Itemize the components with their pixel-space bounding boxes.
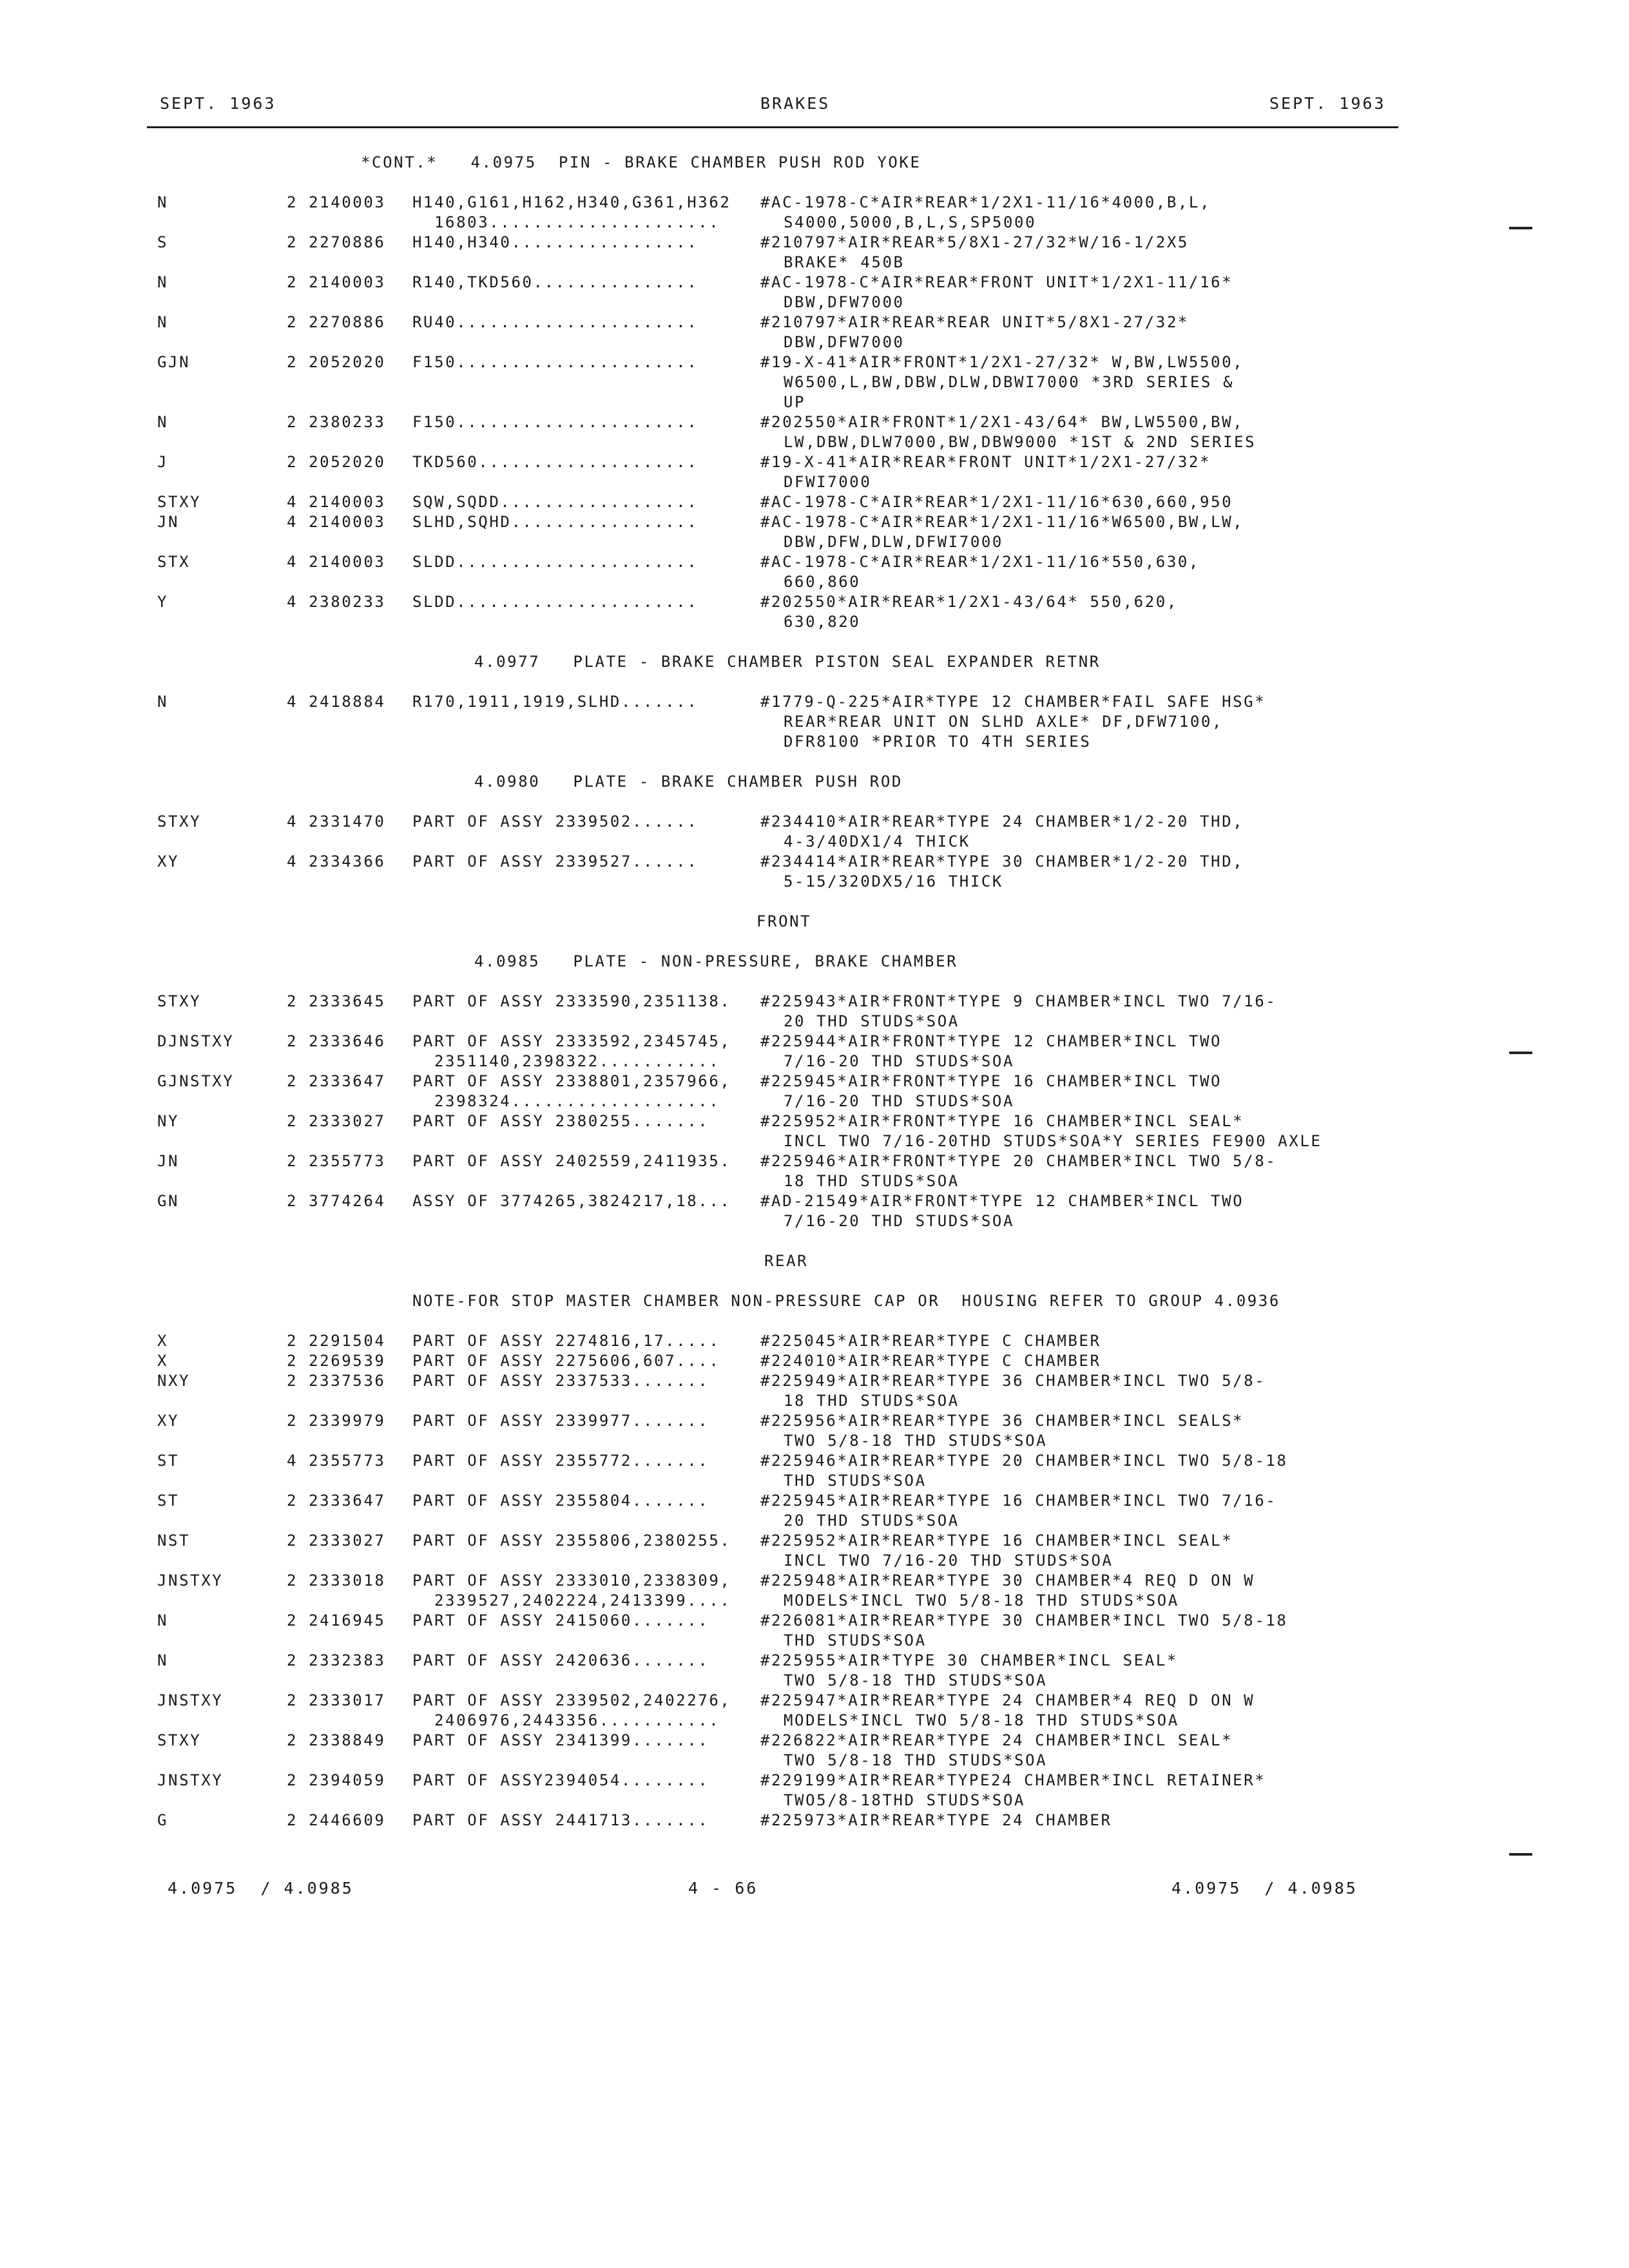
spacer [0, 972, 1629, 992]
table-row [0, 1152, 1629, 1172]
spacer [0, 673, 1629, 693]
description: INCL TWO 7/16-20THD STUDS*SOA*Y SERIES FE900 AXLE [784, 1132, 1322, 1150]
table-row [0, 1032, 1629, 1052]
qty-part-number: 4 2140003 [287, 513, 386, 531]
usage: PART OF ASSY 2341399....... [412, 1731, 709, 1749]
qty-part-number: 2 2333017 [287, 1691, 386, 1709]
description: #AD-21549*AIR*FRONT*TYPE 12 CHAMBER*INCL TWO [760, 1192, 1244, 1210]
description: #226081*AIR*REAR*TYPE 30 CHAMBER*INCL TWO 5/8-18 [760, 1611, 1288, 1629]
table-row [0, 1132, 1629, 1152]
qty-part-number: 2 2355773 [287, 1152, 386, 1170]
usage: PART OF ASSY 2402559,2411935. [412, 1152, 731, 1170]
table-row [0, 1052, 1629, 1072]
table-row [0, 1172, 1629, 1192]
model-code: JNSTXY [157, 1571, 224, 1590]
spacer [0, 633, 1629, 653]
qty-part-number: 2 2446609 [287, 1811, 386, 1829]
usage: PART OF ASSY 2420636....... [412, 1651, 709, 1669]
model-code: STXY [157, 1731, 202, 1749]
table-row [0, 1412, 1629, 1432]
description: DBW,DFW7000 [784, 293, 905, 311]
model-code: STXY [157, 812, 202, 831]
usage: SLDD...................... [412, 593, 699, 611]
model-code: STXY [157, 992, 202, 1010]
model-code: GN [157, 1192, 180, 1210]
description: #19-X-41*AIR*REAR*FRONT UNIT*1/2X1-27/32* [760, 453, 1211, 471]
section-heading [0, 1292, 1629, 1312]
spacer [0, 1272, 1629, 1292]
table-row [0, 453, 1629, 473]
description: #1779-Q-225*AIR*TYPE 12 CHAMBER*FAIL SAFE HSG* [760, 693, 1266, 711]
description: DFWI7000 [784, 473, 872, 491]
qty-part-number: 2 2416945 [287, 1611, 386, 1629]
model-code: JNSTXY [157, 1771, 224, 1789]
parts-list [0, 153, 1629, 1831]
model-code: NY [157, 1112, 180, 1130]
table-row [0, 1192, 1629, 1212]
description: THD STUDS*SOA [784, 1631, 927, 1649]
qty-part-number: 2 2140003 [287, 273, 386, 291]
qty-part-number: 2 2333646 [287, 1032, 386, 1050]
usage: 16803..................... [434, 213, 720, 231]
usage: RU40...................... [412, 313, 699, 331]
qty-part-number: 2 2339979 [287, 1412, 386, 1430]
description: W6500,L,BW,DBW,DLW,DBWI7000 *3RD SERIES & [784, 373, 1235, 391]
usage: F150...................... [412, 413, 699, 431]
model-code: STX [157, 553, 191, 571]
description: REAR*REAR UNIT ON SLHD AXLE* DF,DFW7100, [784, 713, 1223, 731]
description: #229199*AIR*REAR*TYPE24 CHAMBER*INCL RETAINER* [760, 1771, 1266, 1789]
footer-range-right: 4.0975 / 4.0985 [1171, 1879, 1358, 1898]
table-row [0, 1552, 1629, 1571]
model-code: XY [157, 1412, 180, 1430]
description: #225956*AIR*REAR*TYPE 36 CHAMBER*INCL SEALS* [760, 1412, 1244, 1430]
model-code: N [157, 693, 169, 711]
description: MODELS*INCL TWO 5/8-18 THD STUDS*SOA [784, 1711, 1179, 1729]
qty-part-number: 2 2270886 [287, 313, 386, 331]
usage: PART OF ASSY 2441713....... [412, 1811, 709, 1829]
usage: PART OF ASSY 2275606,607.... [412, 1352, 720, 1370]
usage: H140,G161,H162,H340,G361,H362 [412, 193, 731, 211]
description: TWO5/8-18THD STUDS*SOA [784, 1791, 1026, 1809]
table-row [0, 1671, 1629, 1691]
description: LW,DBW,DLW7000,BW,DBW9000 *1ST & 2ND SERIES [784, 433, 1257, 451]
description: 20 THD STUDS*SOA [784, 1512, 959, 1530]
usage: PART OF ASSY 2333592,2345745, [412, 1032, 731, 1050]
usage: H140,H340................. [412, 233, 699, 251]
description: #234414*AIR*REAR*TYPE 30 CHAMBER*1/2-20 THD, [760, 852, 1244, 870]
model-code: XY [157, 852, 180, 870]
description: 18 THD STUDS*SOA [784, 1172, 959, 1190]
description: #234410*AIR*REAR*TYPE 24 CHAMBER*1/2-20 THD, [760, 812, 1244, 831]
table-row [0, 1791, 1629, 1811]
description: 5-15/320DX5/16 THICK [784, 872, 1003, 890]
usage: SQW,SQDD.................. [412, 493, 699, 511]
description: #225952*AIR*FRONT*TYPE 16 CHAMBER*INCL SEAL* [760, 1112, 1244, 1130]
description: #225955*AIR*TYPE 30 CHAMBER*INCL SEAL* [760, 1651, 1178, 1669]
model-code: JN [157, 513, 180, 531]
table-row [0, 293, 1629, 313]
section-heading [0, 773, 1629, 793]
description: #225946*AIR*FRONT*TYPE 20 CHAMBER*INCL TWO 5/8- [760, 1152, 1277, 1170]
qty-part-number: 2 2337536 [287, 1372, 386, 1390]
table-row [0, 1012, 1629, 1032]
qty-part-number: 2 2333645 [287, 992, 386, 1010]
qty-part-number: 2 2332383 [287, 1651, 386, 1669]
spacer [0, 892, 1629, 912]
table-row [0, 832, 1629, 852]
description: #AC-1978-C*AIR*REAR*FRONT UNIT*1/2X1-11/16* [760, 273, 1233, 291]
table-row [0, 1631, 1629, 1651]
qty-part-number: 4 2418884 [287, 693, 386, 711]
table-row [0, 1532, 1629, 1552]
description: #19-X-41*AIR*FRONT*1/2X1-27/32* W,BW,LW5500, [760, 353, 1244, 371]
table-row [0, 1472, 1629, 1492]
usage: F150...................... [412, 353, 699, 371]
footer-range-left: 4.0975 / 4.0985 [168, 1879, 354, 1898]
description: 7/16-20 THD STUDS*SOA [784, 1092, 1015, 1110]
spacer [0, 753, 1629, 773]
table-row [0, 433, 1629, 453]
table-row [0, 593, 1629, 613]
description: INCL TWO 7/16-20 THD STUDS*SOA [784, 1552, 1113, 1570]
table-row [0, 1372, 1629, 1392]
usage: TKD560.................... [412, 453, 699, 471]
description: #AC-1978-C*AIR*REAR*1/2X1-11/16*4000,B,L, [760, 193, 1211, 211]
usage: PART OF ASSY 2333010,2338309, [412, 1571, 731, 1590]
spacer [0, 173, 1629, 193]
usage: PART OF ASSY 2338801,2357966, [412, 1072, 731, 1090]
table-row [0, 733, 1629, 753]
table-row [0, 553, 1629, 573]
qty-part-number: 2 3774264 [287, 1192, 386, 1210]
section-heading [0, 912, 1629, 932]
table-row [0, 1731, 1629, 1751]
spacer [0, 932, 1629, 952]
description: TWO 5/8-18 THD STUDS*SOA [784, 1751, 1048, 1769]
model-code: DJNSTXY [157, 1032, 235, 1050]
table-row [0, 812, 1629, 832]
table-row [0, 273, 1629, 293]
description: 18 THD STUDS*SOA [784, 1392, 959, 1410]
description: THD STUDS*SOA [784, 1472, 927, 1490]
usage: PART OF ASSY 2339502,2402276, [412, 1691, 731, 1709]
margin-mark [1509, 1853, 1532, 1856]
usage: PART OF ASSY 2380255....... [412, 1112, 709, 1130]
qty-part-number: 2 2333027 [287, 1112, 386, 1130]
qty-part-number: 2 2333647 [287, 1072, 386, 1090]
description: #225945*AIR*REAR*TYPE 16 CHAMBER*INCL TWO 7/16- [760, 1492, 1277, 1510]
model-code: JN [157, 1152, 180, 1170]
description: #225945*AIR*FRONT*TYPE 16 CHAMBER*INCL TWO [760, 1072, 1222, 1090]
usage: SLDD...................... [412, 553, 699, 571]
table-row [0, 1691, 1629, 1711]
description: #210797*AIR*REAR*REAR UNIT*5/8X1-27/32* [760, 313, 1189, 331]
description: #210797*AIR*REAR*5/8X1-27/32*W/16-1/2X5 [760, 233, 1189, 251]
table-row [0, 473, 1629, 493]
table-row [0, 1512, 1629, 1532]
model-code: NXY [157, 1372, 191, 1390]
qty-part-number: 2 2052020 [287, 353, 386, 371]
description: 20 THD STUDS*SOA [784, 1012, 959, 1030]
description: BRAKE* 450B [784, 253, 905, 271]
usage: PART OF ASSY 2339977....... [412, 1412, 709, 1430]
table-row [0, 233, 1629, 253]
description: DFR8100 *PRIOR TO 4TH SERIES [784, 733, 1092, 751]
usage: 2406976,2443356........... [434, 1711, 720, 1729]
table-row [0, 333, 1629, 353]
description: #225946*AIR*REAR*TYPE 20 CHAMBER*INCL TWO 5/8-18 [760, 1452, 1288, 1470]
qty-part-number: 2 2052020 [287, 453, 386, 471]
model-code: STXY [157, 493, 202, 511]
section-heading [0, 1252, 1629, 1272]
description: TWO 5/8-18 THD STUDS*SOA [784, 1671, 1048, 1689]
description: #225949*AIR*REAR*TYPE 36 CHAMBER*INCL TWO 5/8- [760, 1372, 1266, 1390]
description: #AC-1978-C*AIR*REAR*1/2X1-11/16*550,630, [760, 553, 1200, 571]
qty-part-number: 2 2394059 [287, 1771, 386, 1789]
usage: 2351140,2398322........... [434, 1052, 720, 1070]
qty-part-number: 2 2333027 [287, 1532, 386, 1550]
qty-part-number: 4 2331470 [287, 812, 386, 831]
model-code: N [157, 273, 169, 291]
usage: PART OF ASSY 2337533....... [412, 1372, 709, 1390]
description: #202550*AIR*FRONT*1/2X1-43/64* BW,LW5500,BW, [760, 413, 1244, 431]
description: S4000,5000,B,L,S,SP5000 [784, 213, 1037, 231]
table-row [0, 852, 1629, 872]
section-heading-text: 4.0980 PLATE - BRAKE CHAMBER PUSH ROD [474, 773, 903, 791]
table-row [0, 1751, 1629, 1771]
usage: R140,TKD560............... [412, 273, 699, 291]
table-row [0, 413, 1629, 433]
model-code: Y [157, 593, 169, 611]
table-row [0, 1212, 1629, 1232]
model-code: NST [157, 1532, 191, 1550]
table-row [0, 713, 1629, 733]
table-row [0, 1112, 1629, 1132]
section-heading-text: 4.0977 PLATE - BRAKE CHAMBER PISTON SEAL EXPANDER RETNR [474, 653, 1101, 671]
model-code: N [157, 193, 169, 211]
description: #225973*AIR*REAR*TYPE 24 CHAMBER [760, 1811, 1112, 1829]
margin-mark [1509, 1052, 1532, 1054]
section-heading [0, 952, 1629, 972]
table-row [0, 1392, 1629, 1412]
model-code: X [157, 1332, 169, 1350]
header-rule [147, 126, 1398, 128]
model-code: GJN [157, 353, 191, 371]
qty-part-number: 2 2140003 [287, 193, 386, 211]
description: DBW,DFW,DLW,DFWI7000 [784, 533, 1003, 551]
model-code: N [157, 1611, 169, 1629]
model-code: GJNSTXY [157, 1072, 235, 1090]
table-row [0, 1492, 1629, 1512]
section-heading-text: FRONT [757, 912, 812, 930]
usage: PART OF ASSY 2339527...... [412, 852, 699, 870]
table-row [0, 1092, 1629, 1112]
model-code: N [157, 413, 169, 431]
usage: SLHD,SQHD................. [412, 513, 699, 531]
margin-mark [1509, 227, 1532, 229]
model-code: S [157, 233, 169, 251]
description: 7/16-20 THD STUDS*SOA [784, 1052, 1015, 1070]
description: UP [784, 393, 806, 411]
table-row [0, 373, 1629, 393]
qty-part-number: 2 2291504 [287, 1332, 386, 1350]
table-row [0, 992, 1629, 1012]
usage: R170,1911,1919,SLHD....... [412, 693, 699, 711]
table-row [0, 1432, 1629, 1452]
description: #226822*AIR*REAR*TYPE 24 CHAMBER*INCL SEAL* [760, 1731, 1233, 1749]
table-row [0, 693, 1629, 713]
section-heading [0, 653, 1629, 673]
table-row [0, 1591, 1629, 1611]
table-row [0, 393, 1629, 413]
description: #AC-1978-C*AIR*REAR*1/2X1-11/16*630,660,950 [760, 493, 1233, 511]
description: #225943*AIR*FRONT*TYPE 9 CHAMBER*INCL TWO 7/16- [760, 992, 1277, 1010]
qty-part-number: 2 2333018 [287, 1571, 386, 1590]
description: DBW,DFW7000 [784, 333, 905, 351]
usage: PART OF ASSY 2274816,17..... [412, 1332, 720, 1350]
table-row [0, 1072, 1629, 1092]
description: #225952*AIR*REAR*TYPE 16 CHAMBER*INCL SEAL* [760, 1532, 1233, 1550]
description: MODELS*INCL TWO 5/8-18 THD STUDS*SOA [784, 1591, 1179, 1610]
section-heading-text: REAR [764, 1252, 809, 1270]
usage: PART OF ASSY 2355806,2380255. [412, 1532, 731, 1550]
description: #224010*AIR*REAR*TYPE C CHAMBER [760, 1352, 1101, 1370]
qty-part-number: 2 2380233 [287, 413, 386, 431]
section-heading-text: 4.0985 PLATE - NON-PRESSURE, BRAKE CHAMBER [474, 952, 958, 970]
description: #202550*AIR*REAR*1/2X1-43/64* 550,620, [760, 593, 1178, 611]
spacer [0, 1232, 1629, 1252]
model-code: G [157, 1811, 169, 1829]
table-row [0, 872, 1629, 892]
usage: PART OF ASSY 2333590,2351138. [412, 992, 731, 1010]
table-row [0, 193, 1629, 213]
qty-part-number: 2 2270886 [287, 233, 386, 251]
model-code: ST [157, 1492, 180, 1510]
header-section-title: BRAKES [760, 94, 831, 113]
model-code: JNSTXY [157, 1691, 224, 1709]
description: 630,820 [784, 613, 861, 631]
qty-part-number: 4 2355773 [287, 1452, 386, 1470]
model-code: N [157, 1651, 169, 1669]
header-date-right: SEPT. 1963 [1269, 94, 1386, 113]
qty-part-number: 2 2269539 [287, 1352, 386, 1370]
qty-part-number: 4 2140003 [287, 493, 386, 511]
description: #225947*AIR*REAR*TYPE 24 CHAMBER*4 REQ D ON W [760, 1691, 1255, 1709]
spacer [0, 793, 1629, 812]
model-code: X [157, 1352, 169, 1370]
section-heading-text: *CONT.* 4.0975 PIN - BRAKE CHAMBER PUSH ROD YOKE [361, 153, 921, 171]
table-row [0, 213, 1629, 233]
description: #225948*AIR*REAR*TYPE 30 CHAMBER*4 REQ D ON W [760, 1571, 1255, 1590]
usage: ASSY OF 3774265,3824217,18... [412, 1192, 731, 1210]
table-row [0, 1651, 1629, 1671]
usage: PART OF ASSY 2415060....... [412, 1611, 709, 1629]
table-row [0, 533, 1629, 553]
model-code: N [157, 313, 169, 331]
description: #225045*AIR*REAR*TYPE C CHAMBER [760, 1332, 1101, 1350]
description: 4-3/40DX1/4 THICK [784, 832, 970, 850]
model-code: ST [157, 1452, 180, 1470]
table-row [0, 1571, 1629, 1591]
model-code: J [157, 453, 169, 471]
usage: 2339527,2402224,2413399.... [434, 1591, 731, 1610]
table-row [0, 313, 1629, 333]
section-heading-text: NOTE-FOR STOP MASTER CHAMBER NON-PRESSURE CAP OR HOUSING REFER TO GROUP 4.0936 [412, 1292, 1280, 1310]
table-row [0, 1771, 1629, 1791]
table-row [0, 353, 1629, 373]
usage: 2398324................... [434, 1092, 720, 1110]
usage: PART OF ASSY 2339502...... [412, 812, 699, 831]
header-date-left: SEPT. 1963 [160, 94, 276, 113]
table-row [0, 253, 1629, 273]
usage: PART OF ASSY 2355804....... [412, 1492, 709, 1510]
table-row [0, 1811, 1629, 1831]
description: TWO 5/8-18 THD STUDS*SOA [784, 1432, 1048, 1450]
table-row [0, 493, 1629, 513]
footer-page-number: 4 - 66 [688, 1879, 758, 1898]
usage: PART OF ASSY 2355772....... [412, 1452, 709, 1470]
table-row [0, 1332, 1629, 1352]
qty-part-number: 2 2338849 [287, 1731, 386, 1749]
table-row [0, 573, 1629, 593]
table-row [0, 513, 1629, 533]
description: #AC-1978-C*AIR*REAR*1/2X1-11/16*W6500,BW,LW, [760, 513, 1244, 531]
table-row [0, 1611, 1629, 1631]
table-row [0, 1352, 1629, 1372]
description: 660,860 [784, 573, 861, 591]
spacer [0, 1312, 1629, 1332]
description: #225944*AIR*FRONT*TYPE 12 CHAMBER*INCL TWO [760, 1032, 1222, 1050]
usage: PART OF ASSY2394054........ [412, 1771, 709, 1789]
qty-part-number: 4 2140003 [287, 553, 386, 571]
table-row [0, 613, 1629, 633]
description: 7/16-20 THD STUDS*SOA [784, 1212, 1015, 1230]
table-row [0, 1452, 1629, 1472]
section-heading [0, 153, 1629, 173]
qty-part-number: 2 2333647 [287, 1492, 386, 1510]
qty-part-number: 4 2380233 [287, 593, 386, 611]
table-row [0, 1711, 1629, 1731]
qty-part-number: 4 2334366 [287, 852, 386, 870]
